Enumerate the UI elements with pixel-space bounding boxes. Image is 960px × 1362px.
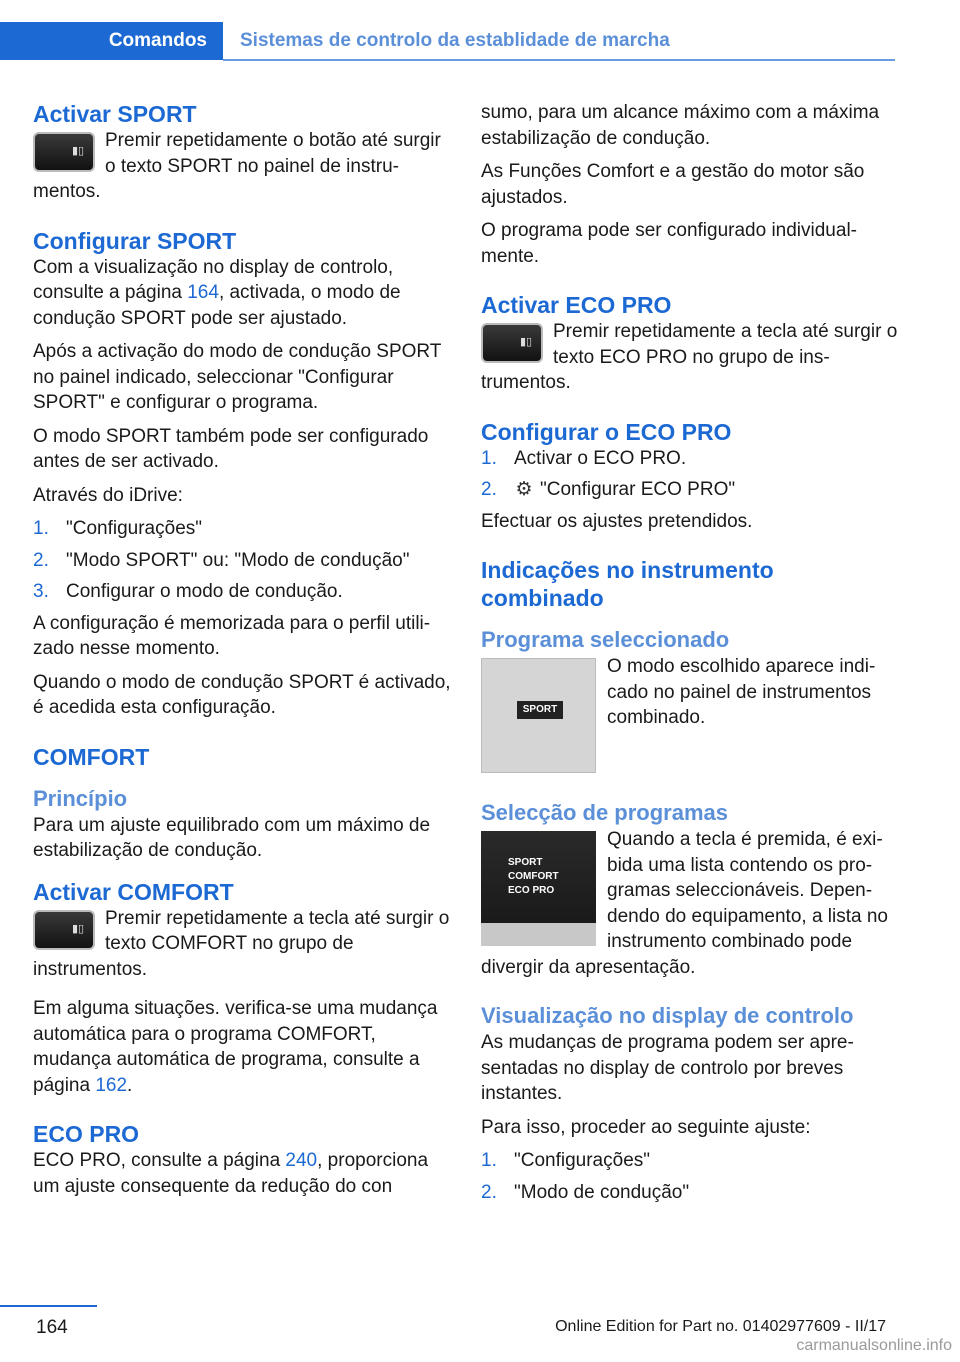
mode-button-icon: ▮▯: [71, 922, 85, 935]
text-activar-eco-pro: Premir repetidamente a tecla até surgir o texto ECO PRO no grupo de instrumentos.: [481, 321, 898, 393]
heading-eco-pro: ECO PRO: [33, 1121, 140, 1147]
mode-button-image: [33, 910, 95, 950]
list-text: Configurar o modo de condução.: [66, 581, 343, 602]
sport-badge: SPORT: [517, 701, 563, 719]
chapter-label: Comandos: [108, 30, 207, 51]
list-num: 3.: [33, 581, 49, 602]
list-text: "Modo SPORT" ou: "Modo de condução": [66, 549, 410, 571]
list-item: [481, 1148, 899, 1174]
text-programa-seleccionado: O modo escolhido aparece indicado no painel de instrumentos combinado.: [607, 656, 876, 728]
list-num: 2.: [481, 1181, 497, 1203]
list-display-steps: [481, 1148, 899, 1205]
list-text: "Configurações": [66, 518, 203, 539]
list-num: 1.: [481, 1150, 497, 1171]
block-programa-seleccionado: [481, 654, 899, 777]
footer-rule: [0, 1305, 97, 1307]
list-text: "Modo de condução": [514, 1181, 690, 1203]
para-eco-cont-1: sumo, para um alcance máximo com a máxima estabilização de condução.: [481, 102, 880, 149]
right-column: [481, 100, 899, 1211]
program-label: SPORT: [508, 857, 543, 868]
heading-activar-eco-pro: Activar ECO PRO: [481, 292, 672, 318]
page-link-164[interactable]: 164: [187, 282, 219, 303]
para-comfort-auto-a: Em alguma situações. verifica-se uma mudança automática para o programa COMFORT, mudança automática de programa, consulte a página: [33, 998, 438, 1096]
list-text: Activar o ECO PRO.: [514, 447, 687, 469]
para-config-1: [33, 255, 451, 332]
header-rule: [223, 59, 895, 61]
para-config-3: O modo SPORT também pode ser configurado antes de ser activado.: [33, 425, 429, 472]
section-label: Sistemas de controlo da establidade de marcha: [240, 30, 670, 51]
list-item: [33, 548, 451, 574]
para-config-1-b: , activada, o modo de condução SPORT pode ser ajustado.: [33, 282, 401, 329]
heading-configurar-sport: Configurar SPORT: [33, 227, 237, 254]
list-num: 1.: [481, 447, 497, 469]
block-activar-sport: [33, 128, 451, 205]
subheading-display-controlo: Visualização no display de controlo: [481, 1003, 854, 1028]
text-seleccao-programas: Quando a tecla é premida, é exibida uma lista contendo os programas seleccionáveis. Dependendo do equipamento, a lista no instrumento combinado pode divergir da apresentação.: [481, 829, 888, 978]
para-eco-pro-b: , proporciona um ajuste consequente da redução do con: [33, 1150, 429, 1197]
block-activar-comfort: [33, 906, 451, 983]
text-activar-comfort: Premir repetidamente a tecla até surgir o texto COMFORT no grupo de instrumentos.: [33, 907, 450, 980]
list-item: [481, 446, 899, 472]
para-config-4: Através do iDrive:: [33, 484, 183, 506]
mode-button-image: [481, 323, 543, 363]
section-tab[interactable]: [240, 22, 670, 60]
subheading-seleccao-programas: Selecção de programas: [481, 800, 729, 825]
list-num: 2.: [33, 549, 49, 571]
program-list-image: [481, 831, 596, 946]
list-item: [481, 477, 899, 503]
para-display-1: As mudanças de programa podem ser apresentadas no display de controlo por breves instantes.: [481, 1032, 854, 1104]
page-header: [0, 22, 895, 62]
page-link-240[interactable]: 240: [285, 1150, 318, 1171]
sport-display-image: [481, 658, 596, 773]
subheading-principio: Princípio: [33, 785, 128, 811]
list-num: 1.: [33, 518, 49, 539]
para-eco-adjust: Efectuar os ajustes pretendidos.: [481, 510, 753, 532]
list-item: [33, 516, 451, 542]
para-config-6: Quando o modo de condução SPORT é activado, é acedida esta configuração.: [33, 671, 451, 718]
para-comfort-auto-b: .: [127, 1074, 133, 1096]
program-label: ECO PRO: [508, 885, 555, 896]
heading-configurar-eco-pro: Configurar o ECO PRO: [481, 418, 732, 445]
heading-instrument-cluster: Indicações no instrumento combinado: [481, 557, 774, 611]
block-seleccao-programas: [481, 827, 899, 980]
para-config-2: Após a activação do modo de condução SPORT no painel indicado, seleccionar "Configurar SPORT" e configurar o programa.: [33, 341, 442, 413]
para-display-2: Para isso, proceder ao seguinte ajuste:: [481, 1116, 811, 1138]
para-eco-pro-a: ECO PRO, consulte a página: [33, 1150, 286, 1171]
mode-button-image: [33, 132, 95, 172]
gear-icon: ⚙: [515, 479, 533, 500]
mode-button-icon: ▮▯: [71, 145, 85, 157]
list-text: "Configurações": [514, 1150, 651, 1171]
text-activar-sport: Premir repetidamente o botão até surgir o texto SPORT no painel de instrumentos.: [33, 130, 441, 202]
para-eco-cont-2: As Funções Comfort e a gestão do motor são ajustados.: [481, 161, 865, 208]
para-comfort-auto: [33, 996, 451, 1098]
para-eco-pro: [33, 1148, 451, 1199]
page-link-162[interactable]: 162: [95, 1074, 128, 1096]
text-principio: Para um ajuste equilibrado com um máximo de estabilização de condução.: [33, 814, 431, 861]
program-label: COMFORT: [508, 871, 559, 882]
para-config-5: A configuração é memorizada para o perfil utilizado nesse momento.: [33, 612, 431, 659]
list-item: [33, 579, 451, 605]
block-activar-eco-pro: [481, 319, 899, 396]
list-num: 2.: [481, 479, 497, 500]
subheading-programa-seleccionado: Programa seleccionado: [481, 627, 730, 652]
list-item: [481, 1180, 899, 1206]
list-eco-config: [481, 446, 899, 503]
para-eco-cont-3: O programa pode ser configurado individualmente.: [481, 220, 857, 267]
left-column: [33, 100, 451, 1199]
heading-comfort: COMFORT: [33, 743, 150, 770]
edition-text: Online Edition for Part no. 01402977609 - II/17: [555, 1318, 886, 1335]
list-text: "Configurar ECO PRO": [540, 479, 736, 500]
heading-activar-sport: Activar SPORT: [33, 101, 197, 127]
para-config-1-a: Com a visualização no display de controlo, consulte a página: [33, 256, 394, 303]
watermark-text: carmanualsonline.info: [796, 1337, 952, 1354]
page-number: 164: [36, 1317, 68, 1338]
heading-activar-comfort: Activar COMFORT: [33, 878, 234, 905]
mode-button-icon: ▮▯: [519, 336, 533, 348]
chapter-tab[interactable]: [0, 22, 223, 60]
list-idrive-steps: [33, 516, 451, 605]
